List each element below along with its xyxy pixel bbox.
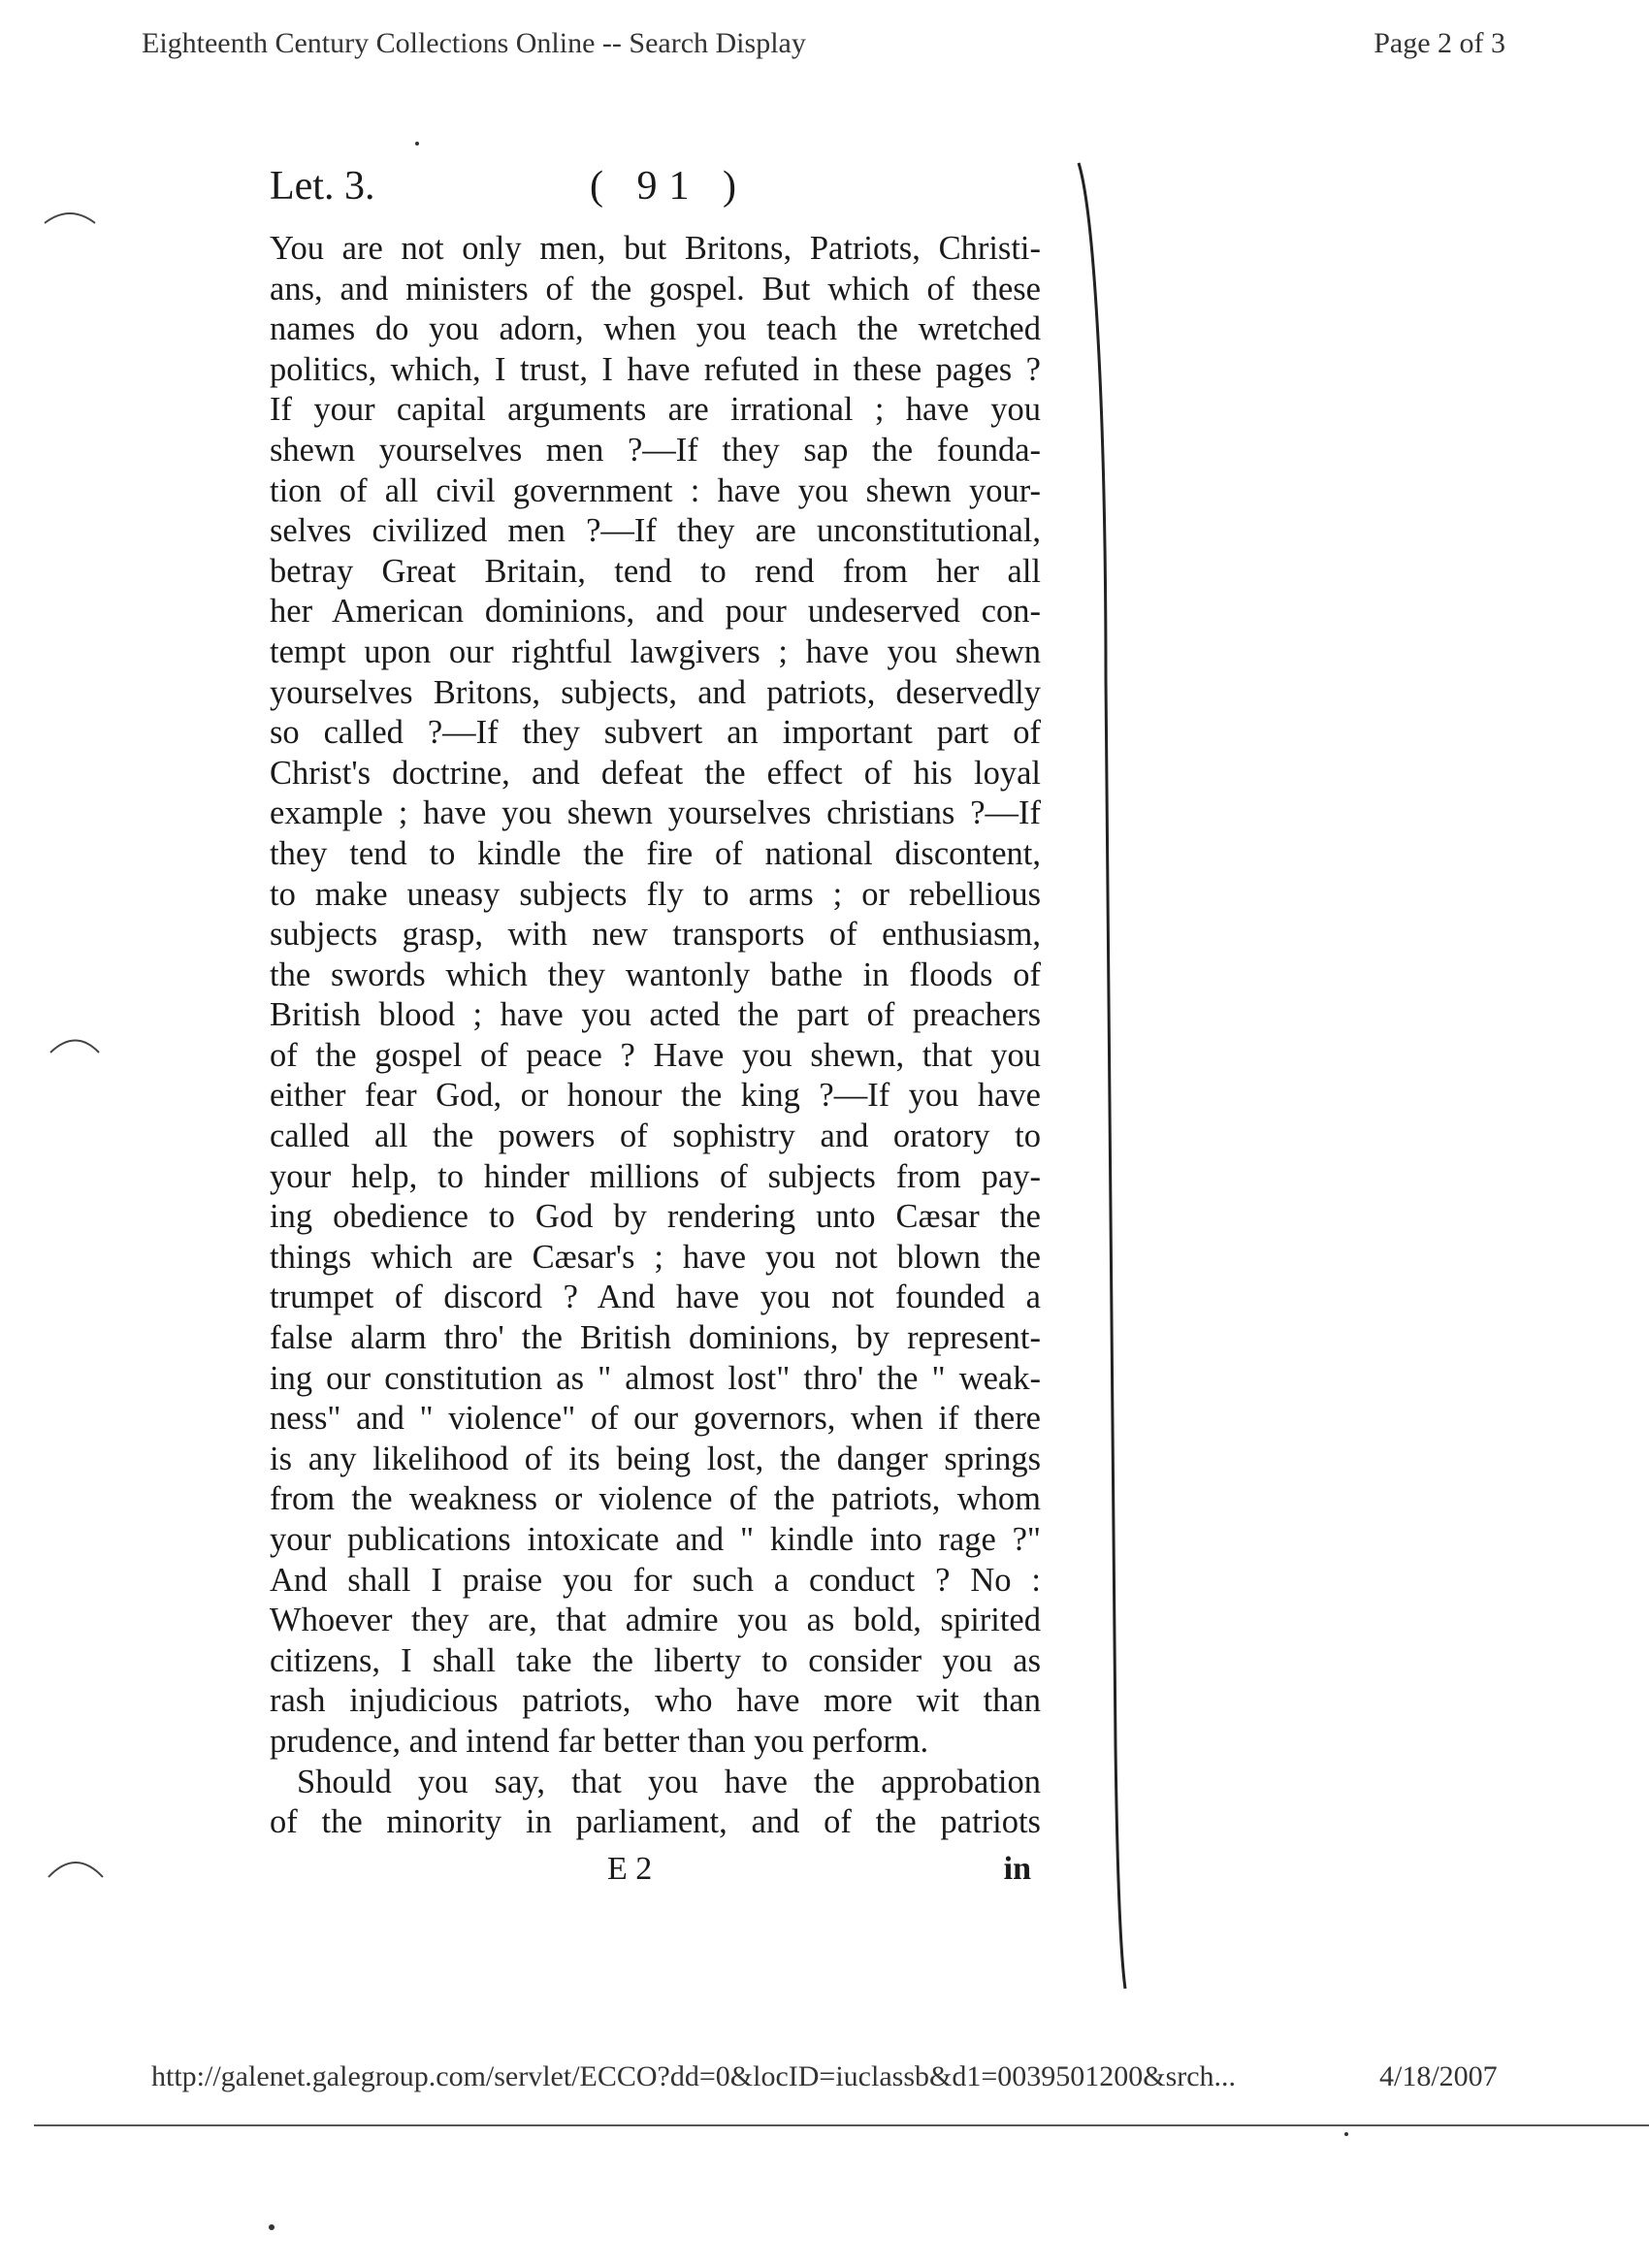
print-footer-url: http://galenet.galegroup.com/servlet/ECCO?dd=0&locID=iuclassb&d1=0039501200&srch...	[151, 2060, 1237, 2092]
text-line: rash injudicious patriots, who have more wit than	[270, 1682, 1041, 1720]
text-line: betray Great Britain, tend to rend from her all	[270, 552, 1041, 590]
text-line: of the minority in parliament, and of the patriots	[270, 1803, 1041, 1841]
text-line: example ; have you shewn yourselves christians ?—If	[270, 794, 1041, 832]
text-line: And shall I praise you for such a conduct ? No :	[270, 1561, 1041, 1599]
text-line: If your capital arguments are irrational ; have you	[270, 391, 1041, 429]
text-line: ans, and ministers of the gospel. But which of these	[270, 270, 1041, 308]
text-line: they tend to kindle the fire of national discontent,	[270, 834, 1041, 872]
running-head	[270, 163, 1046, 221]
text-line: shewn yourselves men ?—If they sap the founda-	[270, 431, 1041, 469]
print-footer-date: 4/18/2007	[1379, 2060, 1498, 2092]
scan-speck	[269, 2224, 275, 2230]
text-line: citizens, I shall take the liberty to consider you as	[270, 1641, 1041, 1679]
catchline	[270, 1851, 1041, 1894]
text-line: trumpet of discord ? And have you not founded a	[270, 1279, 1041, 1316]
text-line: Christ's doctrine, and defeat the effect of his loyal	[270, 754, 1041, 792]
text-line: ing our constitution as " almost lost" thro' the " weak-	[270, 1359, 1041, 1397]
punch-hole-mark-bottom	[48, 1863, 103, 1877]
text-line: called all the powers of sophistry and oratory to	[270, 1118, 1041, 1155]
text-line: prudence, and intend far better than you perform.	[270, 1722, 929, 1760]
text-line: politics, which, I trust, I have refuted in these pages ?	[270, 350, 1041, 388]
text-line: tempt upon our rightful lawgivers ; have you shewn	[270, 632, 1041, 670]
text-line: of the gospel of peace ? Have you shewn, that you	[270, 1036, 1041, 1074]
text-line: tion of all civil government : have you shewn your-	[270, 471, 1041, 509]
text-line: ing obedience to God by rendering unto Cæsar the	[270, 1198, 1041, 1236]
signature-mark: E 2	[607, 1851, 653, 1887]
text-line: her American dominions, and pour undeserved con-	[270, 593, 1041, 631]
text-line: British blood ; have you acted the part of preachers	[270, 996, 1041, 1034]
text-line: your publications intoxicate and " kindle into rage ?"	[270, 1521, 1041, 1558]
scanned-page-text	[270, 229, 1041, 1843]
footer-divider	[34, 2124, 1649, 2126]
text-line: is any likelihood of its being lost, the danger springs	[270, 1440, 1041, 1477]
print-header-page-count: Page 2 of 3	[1374, 27, 1505, 59]
text-line: from the weakness or violence of the patriots, whom	[270, 1480, 1041, 1518]
punch-hole-mark-top	[45, 213, 95, 223]
text-line: either fear God, or honour the king ?—If you have	[270, 1077, 1041, 1115]
print-header-title: Eighteenth Century Collections Online -- Search Display	[142, 27, 806, 59]
catchword: in	[1003, 1851, 1031, 1887]
letter-reference: Let. 3.	[270, 164, 375, 209]
punch-hole-mark-middle	[50, 1041, 99, 1053]
page-fold-line	[1079, 163, 1125, 1989]
text-line: your help, to hinder millions of subjects from pay-	[270, 1157, 1041, 1195]
text-line: so called ?—If they subvert an important part of	[270, 714, 1041, 752]
text-line: the swords which they wantonly bathe in floods of	[270, 956, 1041, 993]
text-line: Whoever they are, that admire you as bold, spirited	[270, 1602, 1041, 1639]
scan-speck	[415, 142, 419, 146]
printed-page-number: ( 91 )	[590, 164, 748, 209]
scan-speck	[1344, 2132, 1348, 2136]
text-line: You are not only men, but Britons, Patriots, Christi-	[270, 230, 1041, 267]
text-line: things which are Cæsar's ; have you not blown the	[270, 1238, 1041, 1276]
text-line: Should you say, that you have the approbation	[297, 1763, 1041, 1800]
text-line: subjects grasp, with new transports of enthusiasm,	[270, 916, 1041, 954]
text-line: selves civilized men ?—If they are unconstitutional,	[270, 512, 1041, 550]
text-line: yourselves Britons, subjects, and patriots, deservedly	[270, 673, 1041, 711]
text-line: to make uneasy subjects fly to arms ; or rebellious	[270, 875, 1041, 913]
text-line: false alarm thro' the British dominions, by represent-	[270, 1319, 1041, 1357]
text-line: names do you adorn, when you teach the wretched	[270, 310, 1041, 348]
text-line: ness" and " violence" of our governors, when if there	[270, 1400, 1041, 1438]
